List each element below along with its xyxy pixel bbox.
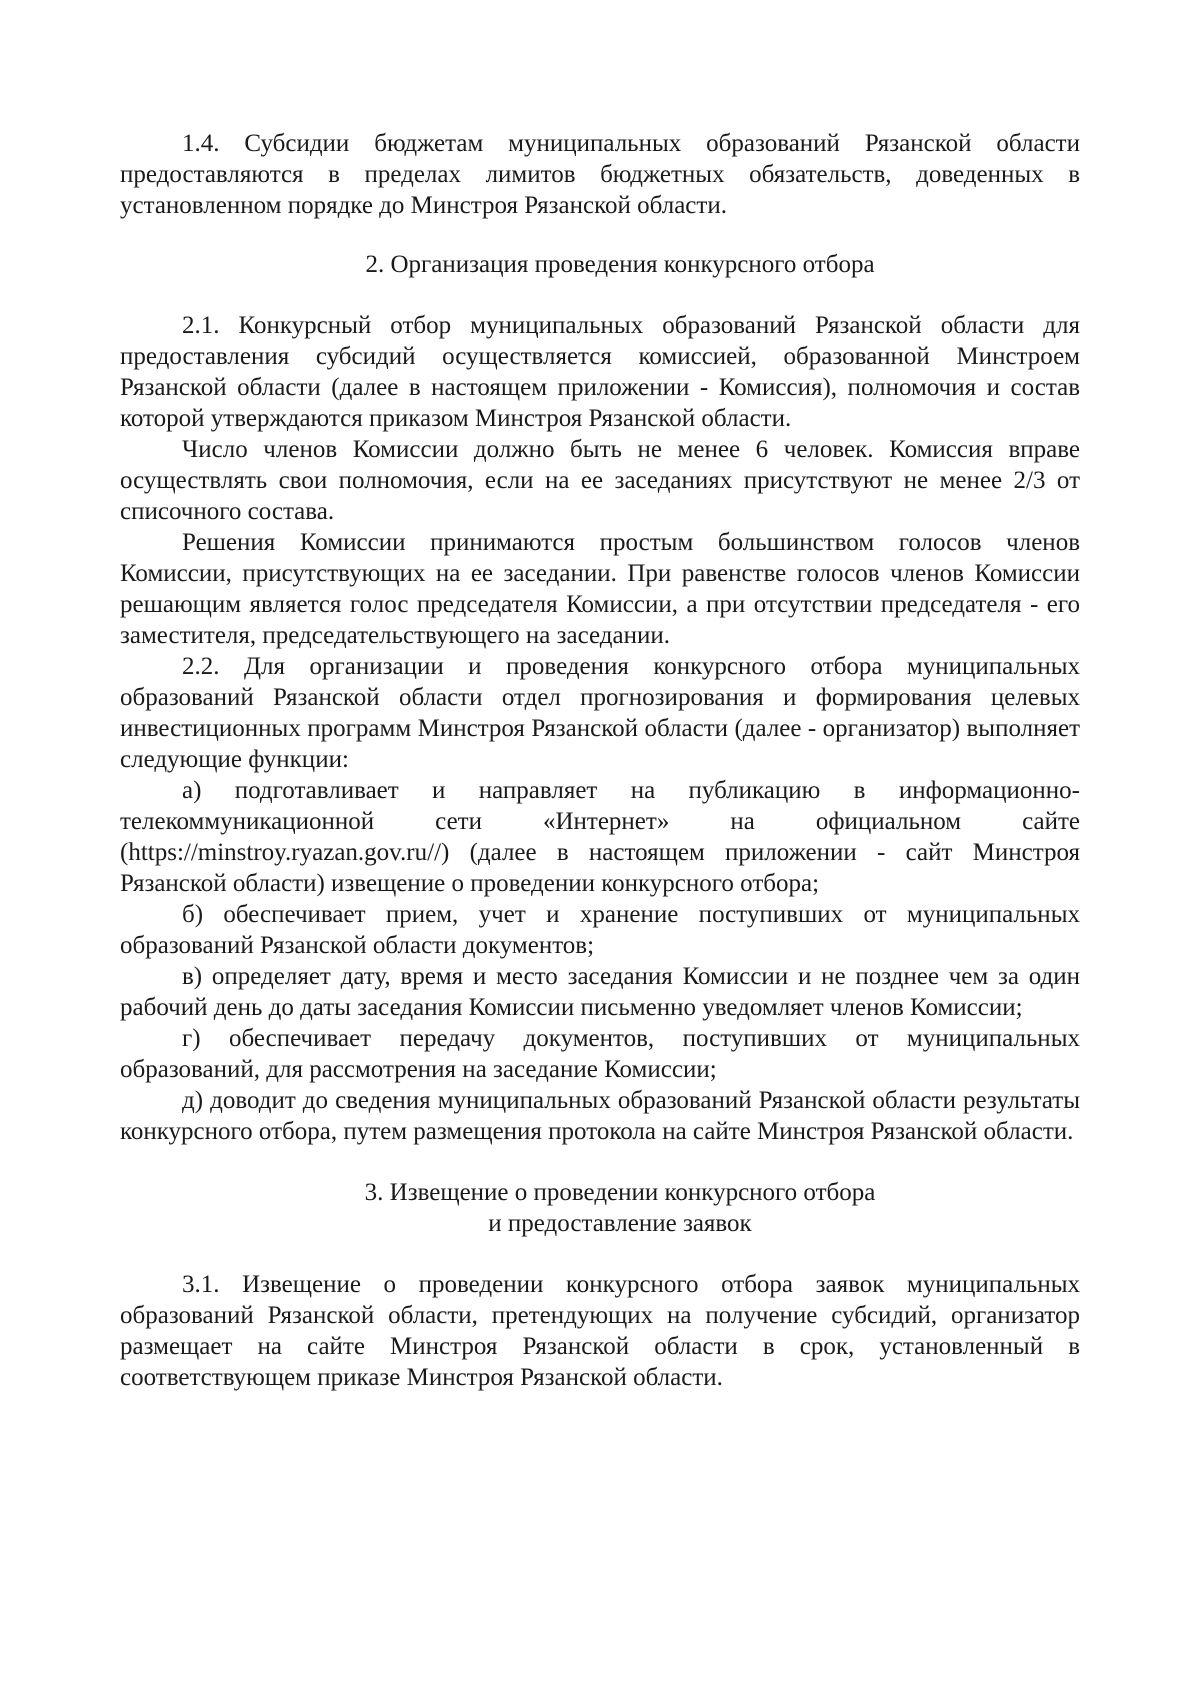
paragraph-commission-decisions: Решения Комиссии принимаются простым большинством голосов членов Комиссии, присутствующих на ее заседании. При равенстве голосов членов Комиссии решающим является голос председателя Комиссии, а при отсутствии председателя - его заместителя, председательствующего на заседании.: [120, 529, 1080, 649]
list-item-g: г) обеспечивает передачу документов, поступивших от муниципальных образований, для рассмотрения на заседание Комиссии;: [120, 1025, 1080, 1083]
paragraph-2-2: 2.2. Для организации и проведения конкурсного отбора муниципальных образований Рязанской области отдел прогнозирования и формирования целевых инвестиционных программ Минстроя Рязанской области (далее - организатор) выполняет следующие функции:: [120, 653, 1080, 773]
paragraph-2-1: 2.1. Конкурсный отбор муниципальных образований Рязанской области для предоставления субсидий осуществляется комиссией, образованной Минстроем Рязанской области (далее в настоящем приложении - Комиссия), полномочия и состав которой утверждаются приказом Минстроя Рязанской области.: [120, 312, 1080, 432]
paragraph-3-1: 3.1. Извещение о проведении конкурсного отбора заявок муниципальных образований Рязанской области, претендующих на получение субсидий, организатор размещает на сайте Минстроя Рязанской области в срок, установленный в соответствующем приказе Минстроя Рязанской области.: [120, 1271, 1080, 1391]
section-3-heading-line-1: 3. Извещение о проведении конкурсного отбора: [364, 1179, 876, 1206]
document-page: [120, 128, 1080, 1393]
list-item-v: в) определяет дату, время и место заседания Комиссии и не позднее чем за один рабочий день до даты заседания Комиссии письменно уведомляет членов Комиссии;: [120, 963, 1080, 1021]
paragraph-1-4: 1.4. Субсидии бюджетам муниципальных образований Рязанской области предоставляются в пределах лимитов бюджетных обязательств, доведенных в установленном порядке до Минстроя Рязанской области.: [120, 130, 1080, 219]
paragraph-commission-members: Число членов Комиссии должно быть не менее 6 человек. Комиссия вправе осуществлять свои полномочия, если на ее заседаниях присутствуют не менее 2/3 от списочного состава.: [120, 436, 1080, 525]
list-item-a: а) подготавливает и направляет на публикацию в информационно-телекоммуникационной сети «Интернет» на официальном сайте (https://minstroy.ryazan.gov.ru//) (далее в настоящем приложении - сайт Минстроя Рязанской области) извещение о проведении конкурсного отбора;: [120, 777, 1080, 897]
section-3-heading: [120, 1177, 1080, 1239]
section-2-heading: 2. Организация проведения конкурсного отбора: [365, 251, 875, 278]
list-item-d: д) доводит до сведения муниципальных образований Рязанской области результаты конкурсного отбора, путем размещения протокола на сайте Минстроя Рязанской области.: [120, 1087, 1080, 1145]
list-item-b: б) обеспечивает прием, учет и хранение поступивших от муниципальных образований Рязанской области документов;: [120, 901, 1080, 959]
section-3-heading-line-2: и предоставление заявок: [488, 1210, 752, 1237]
